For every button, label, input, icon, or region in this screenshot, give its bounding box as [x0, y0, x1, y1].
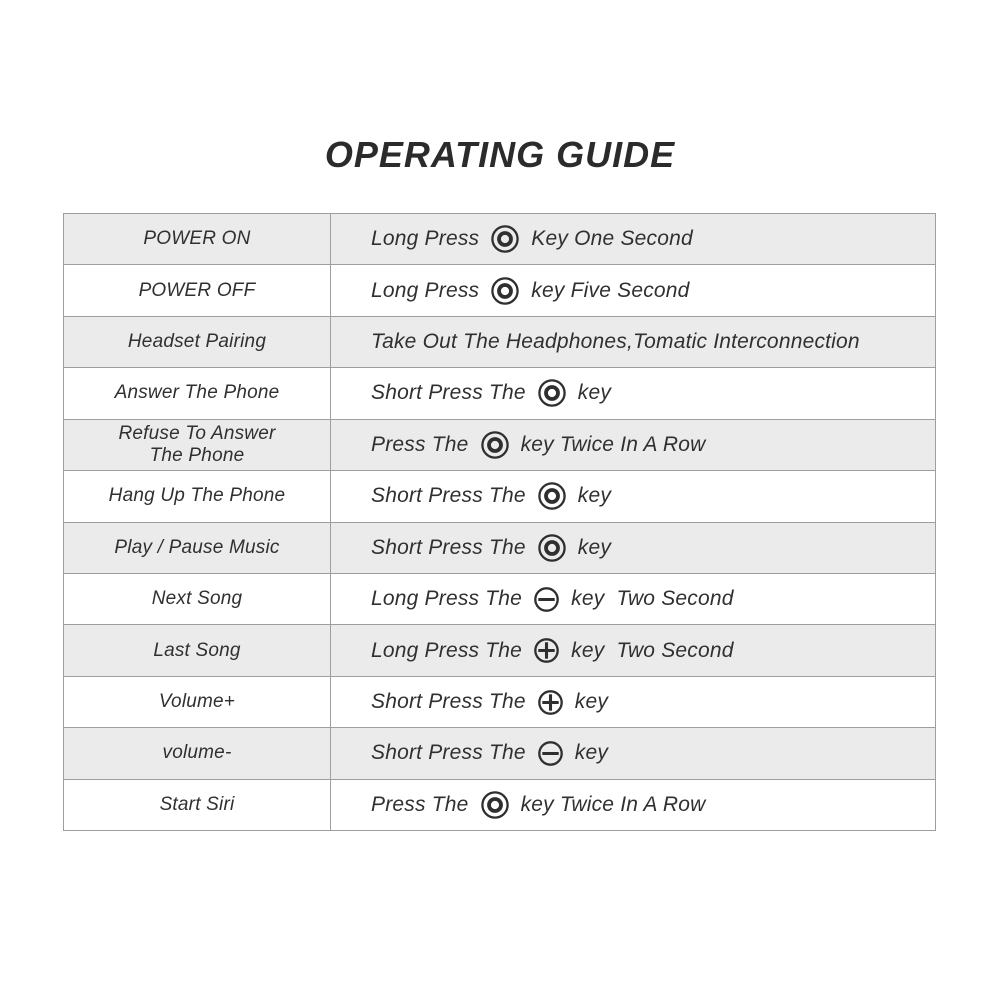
- instruction-text: key Twice In A Row: [514, 432, 706, 456]
- instruction-cell: [331, 728, 935, 778]
- instruction-text: Short Press The: [371, 484, 532, 508]
- operating-guide-table: [63, 213, 936, 831]
- circle-key-icon: [490, 224, 520, 254]
- action-cell: [64, 471, 331, 521]
- table-row: [64, 677, 935, 728]
- instruction-text: Long Press The: [371, 638, 529, 662]
- instruction-text: Take Out The Headphones,Tomatic Interconnection: [371, 330, 860, 354]
- action-label: Next Song: [151, 588, 243, 610]
- instruction-text: Key One Second: [525, 227, 693, 251]
- action-label: Play / Pause Music: [114, 536, 280, 558]
- action-label: Headset Pairing: [127, 331, 267, 353]
- action-label: Last Song: [153, 639, 241, 661]
- table-row: [64, 214, 935, 265]
- action-label: Start Siri: [159, 793, 235, 815]
- table-row: [64, 471, 935, 522]
- instruction-text: Short Press The: [371, 741, 532, 765]
- action-label: POWER OFF: [138, 279, 256, 301]
- plus-key-icon: [533, 637, 560, 664]
- table-row: [64, 420, 935, 471]
- table-row: [64, 265, 935, 316]
- table-row: [64, 317, 935, 368]
- instruction-cell: [331, 368, 935, 418]
- circle-key-icon: [480, 790, 510, 820]
- circle-key-icon: [537, 481, 567, 511]
- instruction-text: key Twice In A Row: [514, 792, 706, 816]
- action-cell: [64, 574, 331, 624]
- circle-key-icon: [537, 533, 567, 563]
- action-cell: [64, 265, 331, 315]
- circle-key-icon: [537, 378, 567, 408]
- instruction-text: Long Press The: [371, 587, 529, 611]
- table-row: [64, 523, 935, 574]
- instruction-cell: [331, 317, 935, 367]
- instruction-text: key: [571, 381, 612, 405]
- instruction-text: key: [571, 535, 612, 559]
- instruction-cell: [331, 523, 935, 573]
- action-cell: [64, 420, 331, 470]
- minus-key-icon: [533, 586, 560, 613]
- instruction-text: key Two Second: [565, 587, 734, 611]
- instruction-cell: [331, 420, 935, 470]
- action-cell: [64, 317, 331, 367]
- instruction-cell: [331, 677, 935, 727]
- plus-key-icon: [537, 689, 564, 716]
- page-title: OPERATING GUIDE: [324, 134, 676, 175]
- action-cell: [64, 780, 331, 830]
- action-cell: [64, 368, 331, 418]
- action-cell: [64, 625, 331, 675]
- action-cell: [64, 523, 331, 573]
- minus-key-icon: [537, 740, 564, 767]
- instruction-text: Press The: [371, 432, 475, 456]
- instruction-text: Short Press The: [371, 535, 532, 559]
- action-label: POWER ON: [143, 228, 251, 250]
- action-cell: [64, 728, 331, 778]
- action-label: Volume+: [158, 691, 236, 712]
- action-label: Hang Up The Phone: [108, 485, 286, 507]
- instruction-text: key: [568, 690, 609, 713]
- action-label: The Phone: [149, 444, 245, 466]
- action-cell: [64, 214, 331, 264]
- table-row: [64, 625, 935, 676]
- action-label: Refuse To Answer: [118, 422, 276, 444]
- table-row: [64, 780, 935, 830]
- instruction-text: Long Press: [371, 278, 486, 302]
- instruction-text: key Two Second: [565, 638, 734, 662]
- action-label: volume-: [162, 742, 232, 764]
- instruction-text: key: [568, 741, 609, 765]
- table-row: [64, 728, 935, 779]
- instruction-text: Short Press The: [371, 690, 532, 713]
- instruction-cell: [331, 214, 935, 264]
- circle-key-icon: [490, 276, 520, 306]
- instruction-text: Long Press: [371, 227, 486, 251]
- instruction-cell: [331, 265, 935, 315]
- instruction-cell: [331, 574, 935, 624]
- instruction-text: Press The: [371, 792, 475, 816]
- instruction-text: key Five Second: [525, 278, 690, 302]
- instruction-cell: [331, 625, 935, 675]
- instruction-cell: [331, 780, 935, 830]
- instruction-cell: [331, 471, 935, 521]
- instruction-text: key: [571, 484, 612, 508]
- table-row: [64, 574, 935, 625]
- circle-key-icon: [480, 430, 510, 460]
- table-row: [64, 368, 935, 419]
- action-cell: [64, 677, 331, 727]
- action-label: Answer The Phone: [114, 382, 280, 404]
- instruction-text: Short Press The: [371, 381, 532, 405]
